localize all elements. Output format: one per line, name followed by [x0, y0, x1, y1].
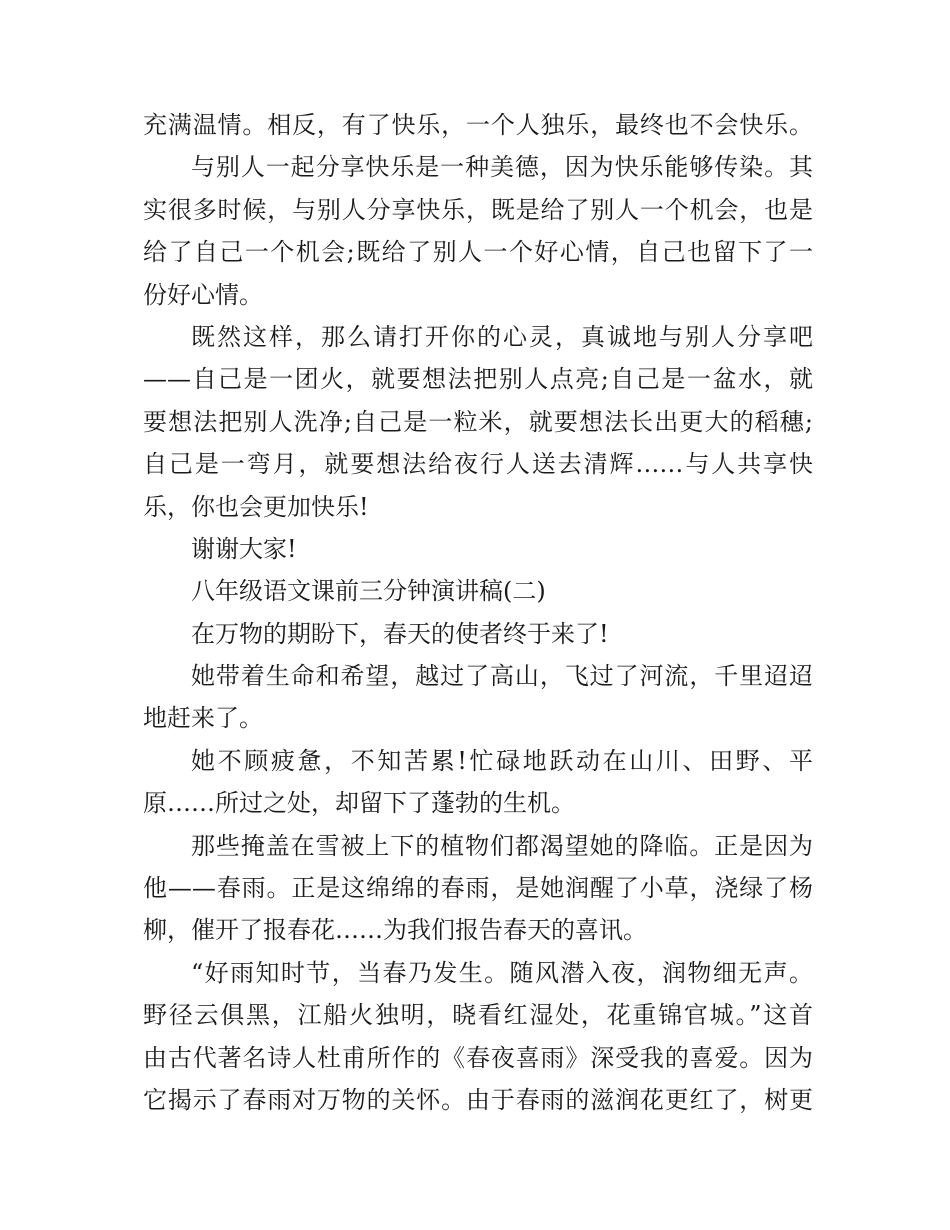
text-line: 自己是一弯月，就要想法给夜行人送去清辉……与人共享快 — [143, 450, 813, 479]
text-line: 地赶来了。 — [143, 704, 263, 733]
section-title: 八年级语文课前三分钟演讲稿(二) — [191, 577, 546, 606]
paragraph-start-line: “好雨知时节，当春乃发生。随风潜入夜，润物细无声。 — [191, 958, 813, 987]
text-line: 实很多时候，与别人分享快乐，既是给了别人一个机会，也是 — [143, 195, 813, 224]
text-line: 他——春雨。正是这绵绵的春雨，是她润醒了小草，浇绿了杨 — [143, 874, 813, 903]
closing-line: 谢谢大家! — [191, 534, 297, 563]
paragraph-start-line: 既然这样，那么请打开你的心灵，真诚地与别人分享吧 — [191, 322, 813, 351]
text-line: ——自己是一团火，就要想法把别人点亮;自己是一盆水，就 — [143, 365, 813, 394]
text-line: 原……所过之处，却留下了蓬勃的生机。 — [143, 789, 575, 818]
paragraph-start-line: 她带着生命和希望，越过了高山，飞过了河流，千里迢迢 — [191, 662, 813, 691]
paragraph-start-line: 与别人一起分享快乐是一种美德，因为快乐能够传染。其 — [191, 153, 813, 182]
speech-text-body — [143, 104, 813, 1121]
text-line: 充满温情。相反，有了快乐，一个人独乐，最终也不会快乐。 — [143, 111, 813, 139]
text-line: 乐，你也会更加快乐! — [143, 492, 369, 521]
text-line: 野径云俱黑，江船火独明，晓看红湿处，花重锦官城。”这首 — [143, 1001, 813, 1030]
paragraph-start-line: 她不顾疲惫，不知苦累!忙碌地跃动在山川、田野、平 — [191, 746, 813, 775]
text-line: 柳，催开了报春花……为我们报告春天的喜讯。 — [143, 916, 647, 945]
text-line: 要想法把别人洗净;自己是一粒米，就要想法长出更大的稻穗; — [143, 407, 813, 436]
text-line: 由古代著名诗人杜甫所作的《春夜喜雨》深受我的喜爱。因为 — [143, 1043, 813, 1072]
text-line: 份好心情。 — [143, 280, 263, 309]
paragraph-start-line: 那些掩盖在雪被上下的植物们都渴望她的降临。正是因为 — [191, 831, 813, 860]
paragraph-start-line: 在万物的期盼下，春天的使者终于来了! — [191, 619, 609, 648]
text-line: 给了自己一个机会;既给了别人一个好心情，自己也留下了一 — [143, 238, 813, 267]
text-line: 它揭示了春雨对万物的关怀。由于春雨的滋润花更红了，树更 — [143, 1085, 813, 1114]
